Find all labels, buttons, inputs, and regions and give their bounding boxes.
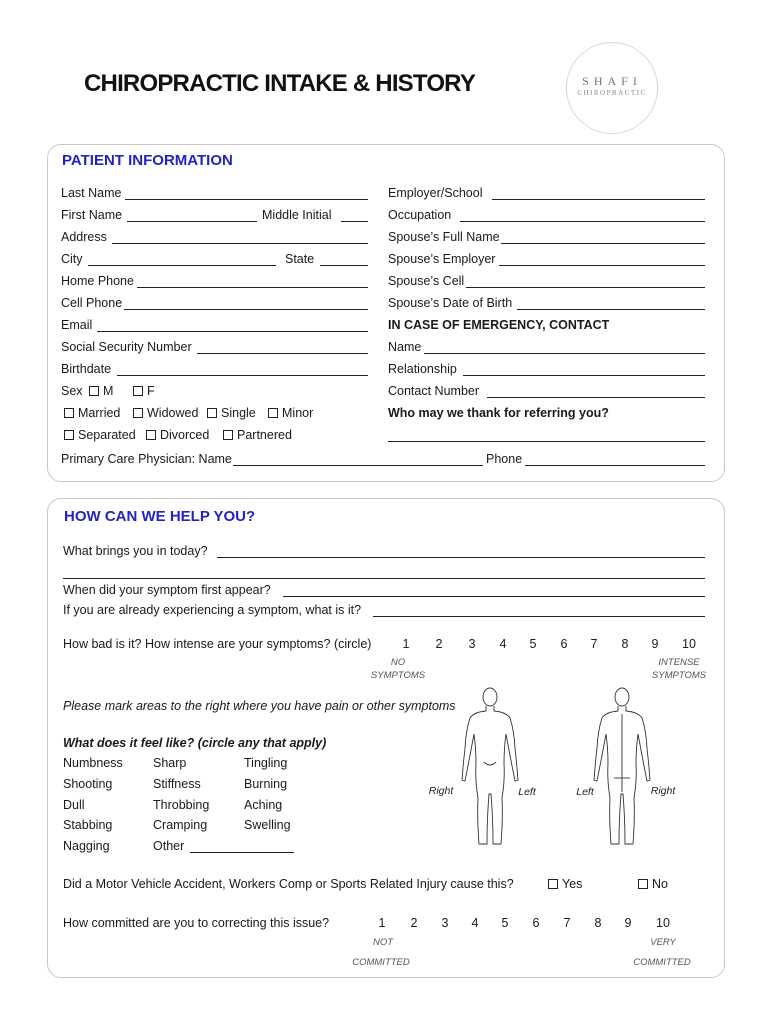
commitment-5[interactable]: 5 bbox=[501, 916, 509, 930]
married-option[interactable]: Married bbox=[64, 406, 120, 420]
feeling-swelling[interactable]: Swelling bbox=[244, 818, 291, 832]
widowed-option[interactable]: Widowed bbox=[133, 406, 198, 420]
cell-phone-label: Cell Phone bbox=[61, 296, 123, 310]
feeling-dull[interactable]: Dull bbox=[63, 798, 85, 812]
commitment-8[interactable]: 8 bbox=[594, 916, 602, 930]
checkbox-icon[interactable] bbox=[207, 408, 217, 418]
checkbox-icon[interactable] bbox=[638, 879, 648, 889]
first-name-field[interactable] bbox=[127, 221, 257, 222]
feeling-stiffness[interactable]: Stiffness bbox=[153, 777, 201, 791]
home-phone-field[interactable] bbox=[137, 287, 368, 288]
intensity-5[interactable]: 5 bbox=[529, 637, 537, 651]
spouse-employer-label: Spouse’s Employer bbox=[388, 252, 496, 266]
intensity-3[interactable]: 3 bbox=[468, 637, 476, 651]
birthdate-label: Birthdate bbox=[61, 362, 112, 376]
first-name-label: First Name bbox=[61, 208, 123, 222]
cell-phone-field[interactable] bbox=[124, 309, 368, 310]
feeling-numbness[interactable]: Numbness bbox=[63, 756, 123, 770]
sex-label: Sex bbox=[61, 384, 83, 398]
occupation-field[interactable] bbox=[460, 221, 705, 222]
checkbox-icon[interactable] bbox=[223, 430, 233, 440]
separated-option[interactable]: Separated bbox=[64, 428, 136, 442]
birthdate-field[interactable] bbox=[117, 375, 368, 376]
emergency-contact-heading: IN CASE OF EMERGENCY, CONTACT bbox=[388, 318, 610, 332]
commitment-1[interactable]: 1 bbox=[378, 916, 386, 930]
feeling-other[interactable]: Other bbox=[153, 839, 185, 853]
relationship-label: Relationship bbox=[388, 362, 457, 376]
patient-information-heading: PATIENT INFORMATION bbox=[62, 152, 233, 169]
spouse-dob-label: Spouse’s Date of Birth bbox=[388, 296, 513, 310]
front-right-label: Right bbox=[428, 785, 454, 797]
spouse-cell-field[interactable] bbox=[466, 287, 705, 288]
feeling-aching[interactable]: Aching bbox=[244, 798, 283, 812]
feeling-tingling[interactable]: Tingling bbox=[244, 756, 288, 770]
pcp-name-field[interactable] bbox=[233, 465, 483, 466]
employer-field[interactable] bbox=[492, 199, 705, 200]
sex-f-option[interactable]: F bbox=[133, 384, 155, 398]
intensity-1[interactable]: 1 bbox=[402, 637, 410, 651]
feeling-burning[interactable]: Burning bbox=[244, 777, 288, 791]
pcp-phone-field[interactable] bbox=[525, 465, 705, 466]
intense-symptoms-note: INTENSE bbox=[658, 657, 700, 668]
body-back-diagram[interactable] bbox=[582, 684, 662, 852]
occupation-label: Occupation bbox=[388, 208, 452, 222]
spouse-name-field[interactable] bbox=[501, 243, 705, 244]
intense-symptoms-note-2: SYMPTOMS bbox=[651, 670, 707, 681]
commitment-question: How committed are you to correcting this issue? bbox=[63, 916, 330, 930]
checkbox-icon[interactable] bbox=[146, 430, 156, 440]
page-title: CHIROPRACTIC INTAKE & HISTORY bbox=[84, 70, 476, 97]
intensity-scale bbox=[398, 637, 698, 653]
spouse-cell-label: Spouse’s Cell bbox=[388, 274, 465, 288]
no-symptoms-note-2: SYMPTOMS bbox=[370, 670, 426, 681]
address-field[interactable] bbox=[112, 243, 368, 244]
brings-label: What brings you in today? bbox=[63, 544, 208, 558]
intensity-question: How bad is it? How intense are your symptoms? (circle) bbox=[63, 637, 372, 651]
feeling-throbbing[interactable]: Throbbing bbox=[153, 798, 210, 812]
commitment-3[interactable]: 3 bbox=[441, 916, 449, 930]
commitment-scale bbox=[374, 916, 674, 932]
first-appear-label: When did your symptom first appear? bbox=[63, 583, 271, 597]
intensity-6[interactable]: 6 bbox=[560, 637, 568, 651]
ssn-label: Social Security Number bbox=[61, 340, 192, 354]
feeling-stabbing[interactable]: Stabbing bbox=[63, 818, 113, 832]
state-field[interactable] bbox=[320, 265, 368, 266]
logo-subtext: CHIROPRACTIC bbox=[577, 89, 647, 97]
email-label: Email bbox=[61, 318, 93, 332]
feeling-cramping[interactable]: Cramping bbox=[153, 818, 208, 832]
commitment-7[interactable]: 7 bbox=[563, 916, 571, 930]
commitment-10[interactable]: 10 bbox=[656, 916, 670, 930]
brings-field[interactable] bbox=[217, 557, 705, 558]
accident-yes-option[interactable]: Yes bbox=[548, 877, 582, 891]
spouse-dob-field[interactable] bbox=[517, 309, 705, 310]
last-name-label: Last Name bbox=[61, 186, 122, 200]
email-field[interactable] bbox=[97, 331, 368, 332]
logo-text: SHAFI bbox=[582, 74, 642, 88]
sex-m-option[interactable]: M bbox=[89, 384, 113, 398]
partnered-option[interactable]: Partnered bbox=[223, 428, 292, 442]
how-can-we-help-heading: HOW CAN WE HELP YOU? bbox=[64, 508, 256, 525]
relationship-field[interactable] bbox=[463, 375, 705, 376]
pcp-phone-label: Phone bbox=[486, 452, 523, 466]
checkbox-icon[interactable] bbox=[64, 430, 74, 440]
intensity-8[interactable]: 8 bbox=[621, 637, 629, 651]
state-label: State bbox=[285, 252, 315, 266]
intensity-7[interactable]: 7 bbox=[590, 637, 598, 651]
checkbox-icon[interactable] bbox=[89, 386, 99, 396]
checkbox-icon[interactable] bbox=[133, 386, 143, 396]
referral-question: Who may we thank for referring you? bbox=[388, 406, 609, 420]
feeling-shooting[interactable]: Shooting bbox=[63, 777, 113, 791]
back-left-label: Left bbox=[576, 786, 594, 798]
spouse-name-label: Spouse’s Full Name bbox=[388, 230, 500, 244]
commitment-6[interactable]: 6 bbox=[532, 916, 540, 930]
checkbox-icon[interactable] bbox=[268, 408, 278, 418]
experiencing-label: If you are already experiencing a symptom, what is it? bbox=[63, 603, 362, 617]
home-phone-label: Home Phone bbox=[61, 274, 134, 288]
intensity-9[interactable]: 9 bbox=[651, 637, 659, 651]
back-right-label: Right bbox=[650, 785, 676, 797]
emergency-name-label: Name bbox=[388, 340, 422, 354]
referral-field[interactable] bbox=[388, 441, 705, 442]
middle-initial-label: Middle Initial bbox=[262, 208, 332, 222]
feeling-sharp[interactable]: Sharp bbox=[153, 756, 187, 770]
contact-number-label: Contact Number bbox=[388, 384, 480, 398]
no-symptoms-note: NO bbox=[390, 657, 406, 668]
checkbox-icon[interactable] bbox=[548, 879, 558, 889]
body-front-diagram[interactable] bbox=[450, 684, 530, 852]
not-committed-note-2: COMMITTED bbox=[352, 957, 410, 968]
commitment-9[interactable]: 9 bbox=[624, 916, 632, 930]
pcp-name-label: Primary Care Physician: Name bbox=[61, 452, 232, 466]
city-field[interactable] bbox=[88, 265, 276, 266]
employer-label: Employer/School bbox=[388, 186, 483, 200]
feel-like-heading: What does it feel like? (circle any that apply) bbox=[63, 736, 327, 750]
intensity-4[interactable]: 4 bbox=[499, 637, 507, 651]
address-label: Address bbox=[61, 230, 107, 244]
very-committed-note: VERY bbox=[650, 937, 676, 948]
last-name-field[interactable] bbox=[125, 199, 368, 200]
middle-initial-field[interactable] bbox=[341, 221, 368, 222]
front-left-label: Left bbox=[518, 786, 536, 798]
emergency-name-field[interactable] bbox=[424, 353, 705, 354]
minor-option[interactable]: Minor bbox=[268, 406, 313, 420]
accident-question: Did a Motor Vehicle Accident, Workers Comp or Sports Related Injury cause this? bbox=[63, 877, 514, 891]
city-label: City bbox=[61, 252, 83, 266]
first-appear-field[interactable] bbox=[283, 596, 705, 597]
intensity-2[interactable]: 2 bbox=[435, 637, 443, 651]
contact-number-field[interactable] bbox=[487, 397, 705, 398]
not-committed-note: NOT bbox=[372, 937, 394, 948]
commitment-4[interactable]: 4 bbox=[471, 916, 479, 930]
single-option[interactable]: Single bbox=[207, 406, 256, 420]
divorced-option[interactable]: Divorced bbox=[146, 428, 209, 442]
ssn-field[interactable] bbox=[197, 353, 368, 354]
feeling-other-field[interactable] bbox=[190, 852, 294, 853]
feeling-nagging[interactable]: Nagging bbox=[63, 839, 110, 853]
brings-field-2[interactable] bbox=[63, 578, 705, 579]
checkbox-icon[interactable] bbox=[133, 408, 143, 418]
experiencing-field[interactable] bbox=[373, 616, 705, 617]
mark-areas-instruction: Please mark areas to the right where you have pain or other symptoms bbox=[63, 699, 456, 713]
spouse-employer-field[interactable] bbox=[499, 265, 705, 266]
intensity-10[interactable]: 10 bbox=[682, 637, 696, 651]
accident-no-option[interactable]: No bbox=[638, 877, 668, 891]
commitment-2[interactable]: 2 bbox=[410, 916, 418, 930]
very-committed-note-2: COMMITTED bbox=[633, 957, 691, 968]
checkbox-icon[interactable] bbox=[64, 408, 74, 418]
